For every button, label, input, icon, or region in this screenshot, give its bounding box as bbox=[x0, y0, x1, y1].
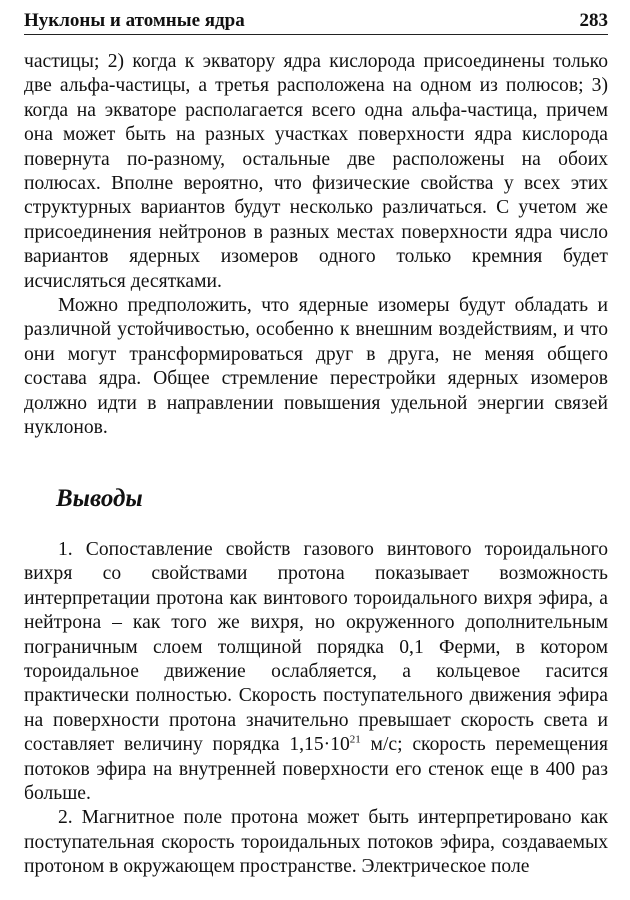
conclusion-1-text: 1. Сопоставление свойств газового винтового тороидального вихря со свойствами протона показывает возможность интерпретации протона как винтового тороидального вихря эфира, а нейтрона – как того же вихря, но окруженного дополнительным пограничным слоем толщиной порядка 0,1 Ферми, в котором тороидальное движение ослабляется, а кольцевое гасится практически полностью. Скорость поступательного движения эфира на поверхности протона значительно превышает скорость света и составляет величину порядка 1,15·10 bbox=[24, 539, 608, 756]
running-header bbox=[24, 8, 608, 35]
section-heading: Выводы bbox=[56, 485, 143, 512]
conclusions-block bbox=[24, 538, 608, 880]
text-block-top bbox=[24, 50, 608, 441]
paragraph-continued: частицы; 2) когда к экватору ядра кислорода присоединены только две альфа-частицы, а третья расположена на одном из полюсов; 3) когда на экваторе располагается всего одна альфа-частица, причем она может быть на разных участках поверхности ядра кислорода повернута по-разному, остальные две расположены на обоих полюсах. Вполне вероятно, что физические свойства у всех этих структурных вариантов будут несколько различаться. С учетом же присоединения нейтронов в разных местах поверхности ядра число вариантов ядерных изомеров одного только кремния будет исчисляться десятками. bbox=[24, 51, 608, 292]
conclusion-1-tail: м/с; скорость перемещения потоков эфира на внутренней поверхности его стенок еще в 400 раз больше. bbox=[24, 734, 608, 805]
paragraph-isomers: Можно предположить, что ядерные изомеры будут обладать и различной устойчивостью, особенно к внешним воздействиям, и что они могут трансформироваться друг в друга, не меняя общего состава ядра. Общее стремление перестройки ядерных изомеров должно идти в направлении повышения удельной энергии связей нуклонов. bbox=[24, 295, 608, 439]
conclusion-item-1 bbox=[24, 538, 608, 806]
running-head-title: Нуклоны и атомные ядра bbox=[24, 10, 245, 31]
conclusion-item-2: 2. Магнитное поле протона может быть интерпретировано как поступательная скорость тороидальных потоков эфира, создаваемых протоном в окружающем пространстве. Электрическое поле bbox=[24, 807, 608, 878]
exponent: 21 bbox=[349, 733, 361, 746]
page-number: 283 bbox=[579, 10, 608, 31]
